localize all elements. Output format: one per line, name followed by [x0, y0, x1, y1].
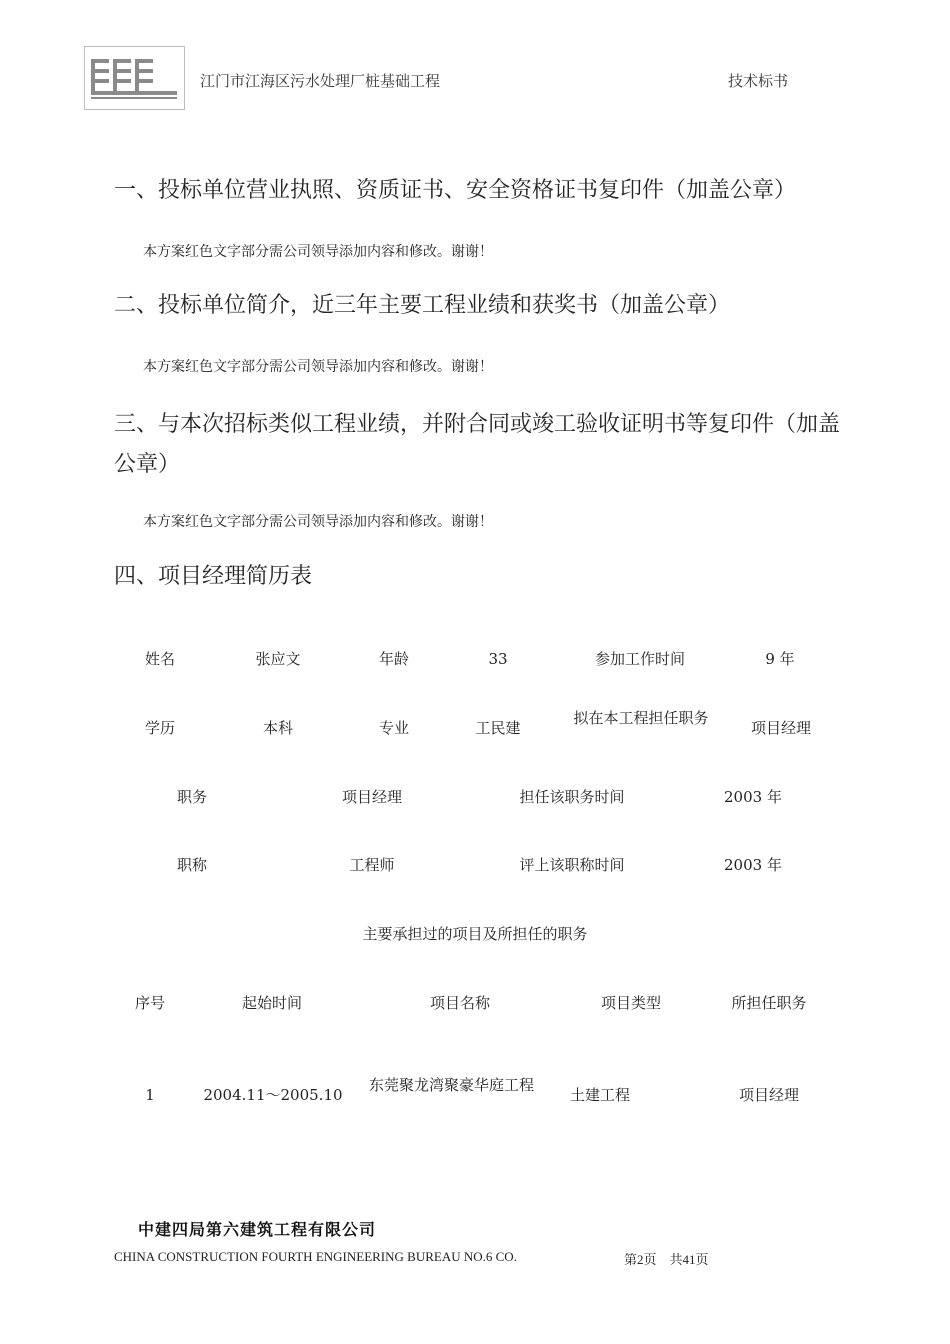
- resume-value-title: 工程师: [349, 856, 395, 874]
- resume-label-work-years: 参加工作时间: [594, 650, 685, 668]
- footer-company-en: CHINA CONSTRUCTION FOURTH ENGINEERING BUREAU NO.6 CO.: [114, 1249, 517, 1264]
- resume-value-position: 项目经理: [341, 788, 402, 806]
- resume-label-major: 专业: [378, 719, 409, 737]
- footer-company-cn: 中建四局第六建筑工程有限公司: [138, 1220, 377, 1239]
- projects-header-role: 所担任职务: [731, 994, 807, 1012]
- resume-value-name: 张应文: [255, 650, 301, 668]
- resume-label-title: 职称: [176, 856, 207, 874]
- section-note-3: 本方案红色文字部分需公司领导添加内容和修改。谢谢！: [143, 514, 493, 530]
- resume-value-planned-role: 项目经理: [750, 719, 811, 737]
- resume-value-education: 本科: [262, 719, 293, 737]
- section-heading-2: 二、投标单位简介，近三年主要工程业绩和获奖书（加盖公章）: [114, 293, 731, 318]
- projects-title: 主要承担过的项目及所担任的职务: [362, 925, 588, 943]
- resume-label-position-since: 担任该职务时间: [519, 788, 625, 806]
- resume-label-title-since: 评上该职称时间: [519, 856, 625, 874]
- resume-value-title-since: 2003 年: [724, 856, 782, 874]
- resume-label-position: 职务: [176, 788, 207, 806]
- section-note-2: 本方案红色文字部分需公司领导添加内容和修改。谢谢！: [143, 359, 493, 375]
- projects-header-index: 序号: [134, 994, 165, 1012]
- projects-header-period: 起始时间: [241, 994, 302, 1012]
- resume-label-education: 学历: [144, 719, 175, 737]
- table-row-cell-type: 土建工程: [569, 1086, 630, 1104]
- resume-value-position-since: 2003 年: [724, 788, 782, 806]
- company-logo-icon: [85, 47, 184, 109]
- section-heading-3: 三、与本次招标类似工程业绩，并附合同或竣工验收证明书等复印件（加盖公章）: [114, 412, 841, 477]
- table-row-cell-period: 2004.11～2005.10: [203, 1086, 343, 1104]
- company-logo: [84, 46, 185, 110]
- footer-page-info: 第2页 共41页: [624, 1252, 709, 1267]
- resume-value-age: 33: [488, 650, 508, 668]
- header-project-title: 江门市江海区污水处理厂桩基础工程: [200, 72, 441, 90]
- resume-value-work-years: 9 年: [765, 650, 795, 668]
- table-row-cell-index: 1: [145, 1086, 155, 1104]
- section-heading-4: 四、项目经理简历表: [114, 564, 313, 589]
- projects-header-type: 项目类型: [600, 994, 661, 1012]
- table-row-cell-role: 项目经理: [738, 1086, 799, 1104]
- section-heading-1: 一、投标单位营业执照、资质证书、安全资格证书复印件（加盖公章）: [114, 178, 797, 203]
- table-row-cell-name: 东莞聚龙湾聚豪华庭工程: [369, 1076, 535, 1094]
- section-note-1: 本方案红色文字部分需公司领导添加内容和修改。谢谢！: [143, 244, 493, 260]
- resume-label-name: 姓名: [144, 650, 175, 668]
- resume-label-planned-role: 拟在本工程担任职务: [573, 709, 709, 727]
- header-doc-type: 技术标书: [728, 72, 789, 90]
- projects-header-name: 项目名称: [429, 994, 490, 1012]
- resume-label-age: 年龄: [378, 650, 409, 668]
- resume-value-major: 工民建: [475, 719, 521, 737]
